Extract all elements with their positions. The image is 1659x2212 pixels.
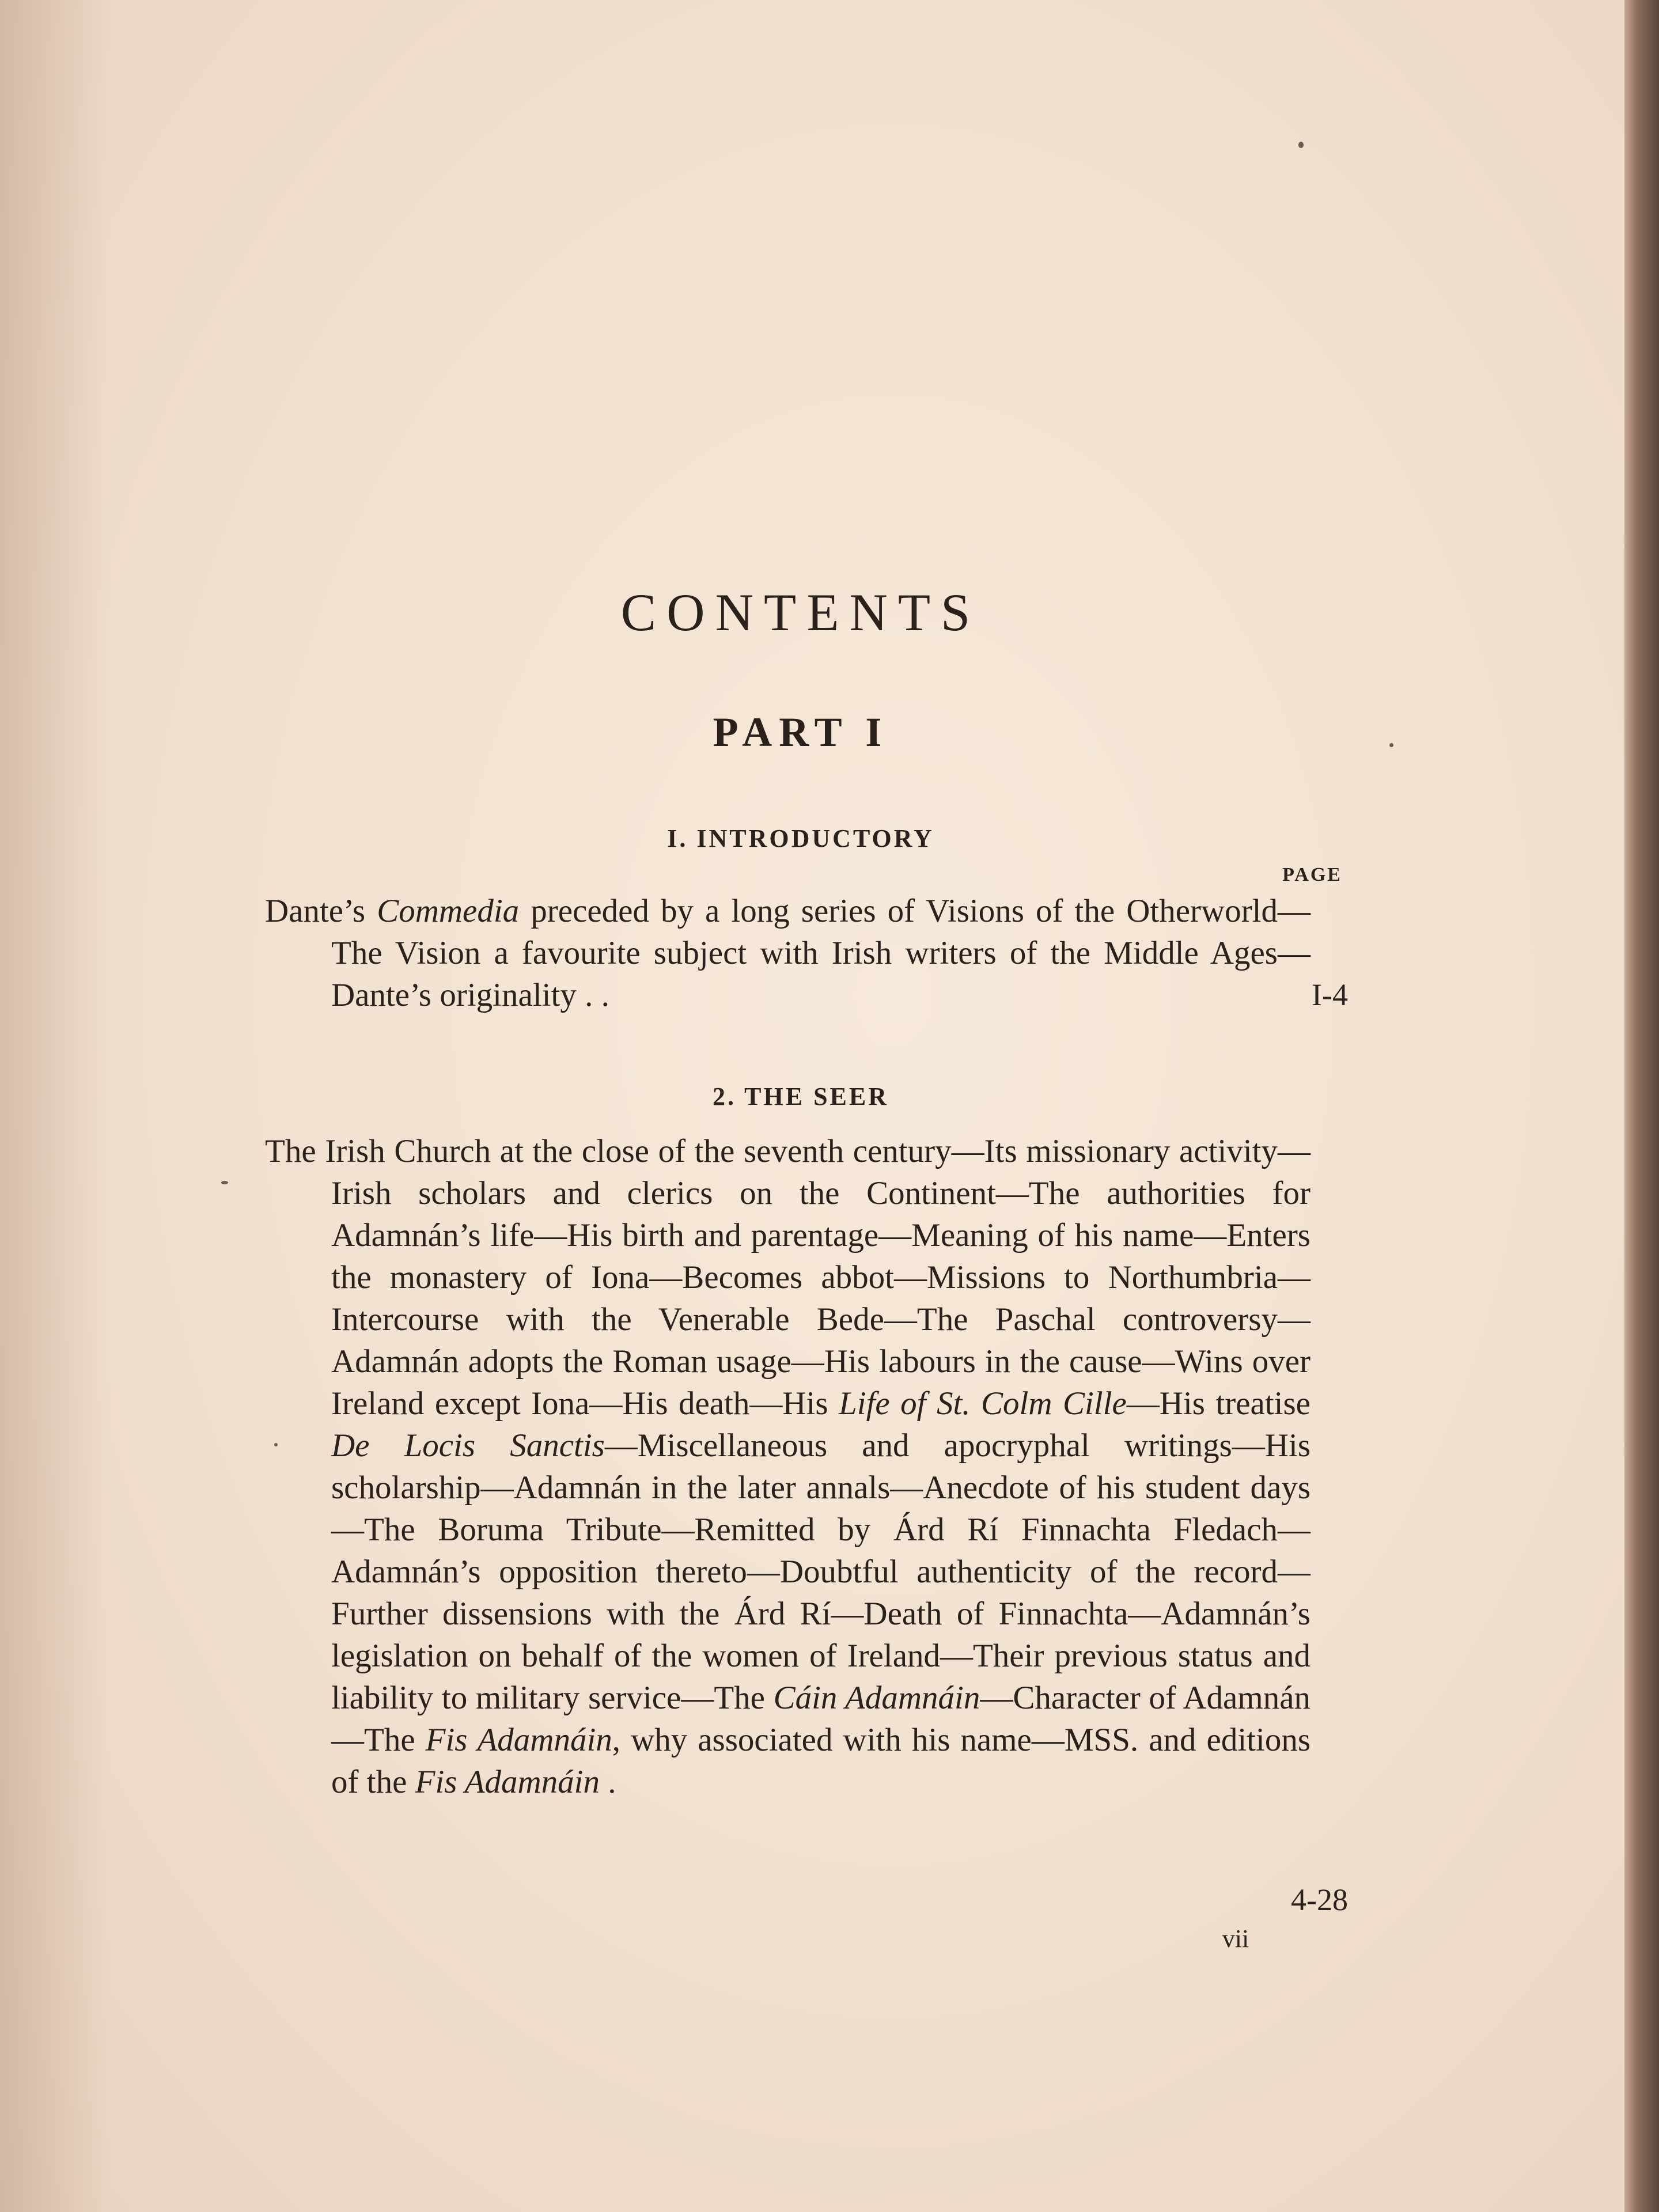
entry-italic-title: De Locis Sanctis — [331, 1427, 605, 1464]
page-range-introductory: I-4 — [1312, 978, 1348, 1012]
entry-italic-title: Cáin Adamnáin — [773, 1680, 980, 1716]
entry-text: —Miscellaneous and apocryphal writings—His scholarship—Adamnán in the later annals—Anecdote of his student days—The Boruma Tribute—Remitted by Árd Rí Finnachta Fledach—Adamnán’s opposition thereto—Doubtful authenticity of the record—Further dissensions with the Árd Rí—Death of Finnachta—Adamnán’s legislation on behalf of the women of Ireland—Their previous status and liability to military service—The — [331, 1427, 1310, 1716]
entry-italic-title: Fis Adamnáin — [425, 1722, 612, 1758]
toc-entry-introductory — [265, 890, 1310, 1016]
entry-text: —His treatise — [1126, 1385, 1310, 1422]
entry-text: The Irish Church at the close of the seventh century—Its missionary activity—Irish scholars and clerics on the Continent—The authorities for Adamnán’s life—His birth and parentage—Meaning of his name—Enters the monastery of Iona—Becomes abbot—Missions to Northumbria—Intercourse with the Venerable Bede—The Paschal controversy—Adamnán adopts the Roman usage—His labours in the cause—Wins over Ireland except Iona—His death—His — [265, 1133, 1310, 1422]
entry-italic-title: Life of St. Colm Cille — [839, 1385, 1127, 1422]
entry-text: preceded by a long series of Visions of the Otherworld—The Vision a favourite subject with Irish writers of the Middle Ages—Dante’s originality — [331, 893, 1310, 1013]
section-heading-seer: 2. THE SEER — [712, 1082, 889, 1111]
toc-entry-seer — [265, 1130, 1310, 1803]
paper-speck — [221, 1181, 228, 1184]
section-heading-introductory: I. INTRODUCTORY — [667, 824, 934, 853]
page-column-label: PAGE — [1282, 864, 1342, 885]
part-heading: PART I — [713, 709, 889, 755]
entry-italic-title: Commedia — [377, 893, 520, 929]
page-range-seer: 4-28 — [1291, 1883, 1348, 1917]
entry-text: Dante’s — [265, 893, 377, 929]
page-edge — [1624, 0, 1659, 2212]
dot-leader: . . — [576, 977, 609, 1013]
contents-title: CONTENTS — [620, 583, 981, 642]
entry-italic-title: Fis Adamnáin — [415, 1764, 600, 1800]
entry-text: , why associated with his name—MSS. and editions of the — [331, 1722, 1311, 1800]
dot-leader: . — [600, 1764, 616, 1800]
entry-text: —Character of Adamnán—The — [331, 1680, 1310, 1758]
paper-speck — [1298, 142, 1304, 148]
folio-number: vii — [1222, 1925, 1249, 1953]
